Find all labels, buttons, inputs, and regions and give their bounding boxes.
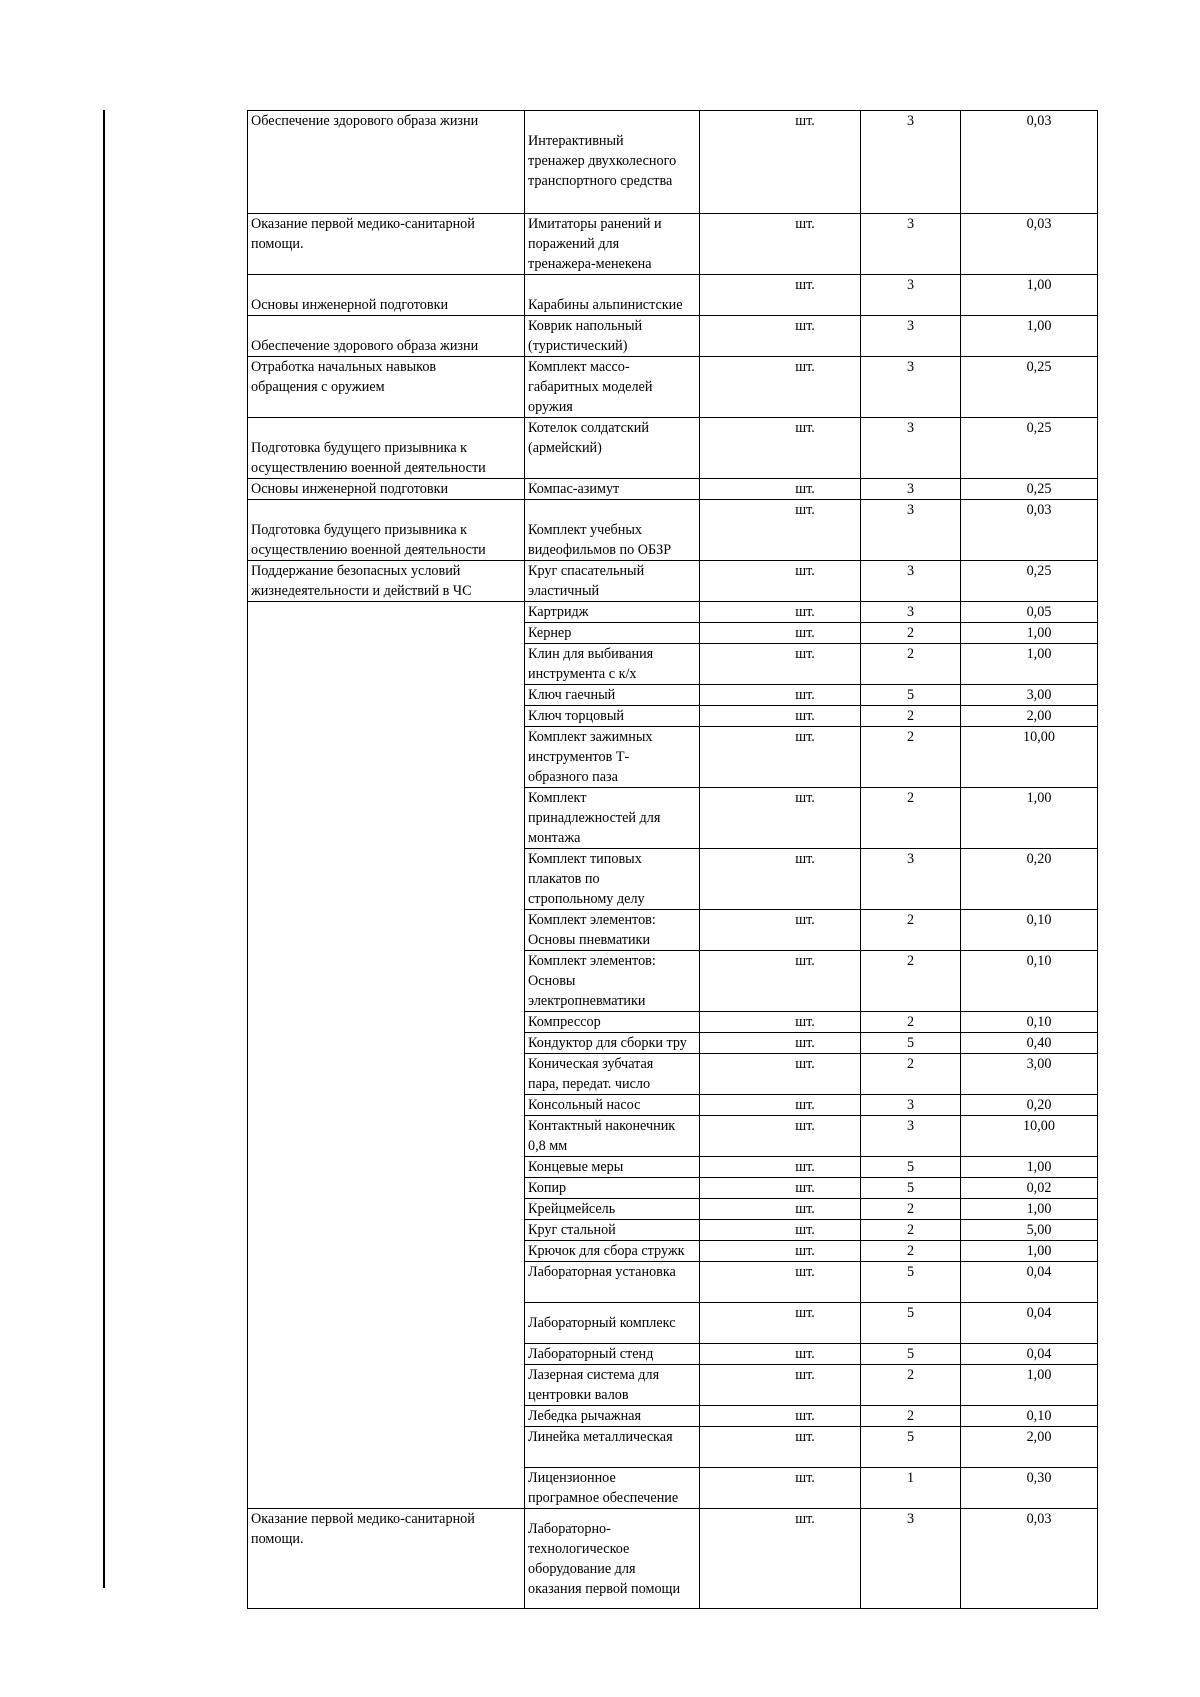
unit-cell: шт. — [700, 561, 861, 602]
qty-cell: 3 — [861, 357, 961, 418]
unit-cell: шт. — [700, 910, 861, 951]
unit-cell: шт. — [700, 623, 861, 644]
unit-cell: шт. — [700, 214, 861, 275]
qty-cell: 3 — [861, 1095, 961, 1116]
coef-cell: 0,03 — [961, 500, 1098, 561]
coef-cell: 0,10 — [961, 910, 1098, 951]
qty-cell: 2 — [861, 910, 961, 951]
coef-cell: 1,00 — [961, 644, 1098, 685]
qty-cell: 5 — [861, 1157, 961, 1178]
qty-cell: 5 — [861, 1427, 961, 1468]
coef-cell: 0,04 — [961, 1303, 1098, 1344]
unit-cell: шт. — [700, 500, 861, 561]
coef-cell: 3,00 — [961, 1054, 1098, 1095]
unit-cell: шт. — [700, 685, 861, 706]
qty-cell: 2 — [861, 1054, 961, 1095]
item-cell: Концевые меры — [525, 1157, 700, 1178]
item-cell: Кернер — [525, 623, 700, 644]
section-cell: Подготовка будущего призывника к осуществлению военной деятельности — [248, 418, 525, 479]
coef-cell: 1,00 — [961, 1199, 1098, 1220]
qty-cell: 2 — [861, 788, 961, 849]
item-cell: Котелок солдатский (армейский) — [525, 418, 700, 479]
unit-cell: шт. — [700, 357, 861, 418]
qty-cell: 2 — [861, 706, 961, 727]
item-cell: Крейцмейсель — [525, 1199, 700, 1220]
item-cell: Лабораторный стенд — [525, 1344, 700, 1365]
item-cell: Имитаторы ранений и поражений для тренажера-менекена — [525, 214, 700, 275]
item-cell: Круг стальной — [525, 1220, 700, 1241]
item-cell: Комплект элементов: Основы пневматики — [525, 910, 700, 951]
unit-cell: шт. — [700, 1468, 861, 1509]
unit-cell: шт. — [700, 849, 861, 910]
coef-cell: 0,03 — [961, 111, 1098, 214]
qty-cell: 3 — [861, 418, 961, 479]
unit-cell: шт. — [700, 111, 861, 214]
section-cell: Оказание первой медико-санитарной помощи. — [248, 214, 525, 275]
qty-cell: 5 — [861, 685, 961, 706]
section-cell: Обеспечение здорового образа жизни — [248, 111, 525, 214]
qty-cell: 2 — [861, 1199, 961, 1220]
coef-cell: 0,40 — [961, 1033, 1098, 1054]
qty-cell: 2 — [861, 1365, 961, 1406]
table-row — [248, 1509, 1098, 1609]
table-row — [248, 214, 1098, 275]
left-margin-line — [103, 110, 105, 1588]
qty-cell: 3 — [861, 479, 961, 500]
qty-cell: 5 — [861, 1033, 961, 1054]
qty-cell: 2 — [861, 644, 961, 685]
unit-cell: шт. — [700, 1199, 861, 1220]
item-cell: Карабины альпинистские — [525, 275, 700, 316]
unit-cell: шт. — [700, 602, 861, 623]
item-cell: Компрессор — [525, 1012, 700, 1033]
qty-cell: 2 — [861, 727, 961, 788]
coef-cell: 1,00 — [961, 1365, 1098, 1406]
item-cell: Компас-азимут — [525, 479, 700, 500]
qty-cell: 3 — [861, 849, 961, 910]
coef-cell: 5,00 — [961, 1220, 1098, 1241]
qty-cell: 3 — [861, 1509, 961, 1609]
item-cell: Ключ торцовый — [525, 706, 700, 727]
qty-cell: 3 — [861, 561, 961, 602]
item-cell: Комплект элементов: Основы электропневматики — [525, 951, 700, 1012]
section-cell: Оказание первой медико-санитарной помощи. — [248, 1509, 525, 1609]
item-cell: Консольный насос — [525, 1095, 700, 1116]
item-cell: Лазерная система для центровки валов — [525, 1365, 700, 1406]
unit-cell: шт. — [700, 727, 861, 788]
qty-cell: 5 — [861, 1178, 961, 1199]
table-row — [248, 479, 1098, 500]
item-cell: Копир — [525, 1178, 700, 1199]
item-cell: Лабораторно- технологическое оборудование для оказания первой помощи — [525, 1509, 700, 1609]
unit-cell: шт. — [700, 1054, 861, 1095]
unit-cell: шт. — [700, 1344, 861, 1365]
qty-cell: 2 — [861, 623, 961, 644]
coef-cell: 0,25 — [961, 561, 1098, 602]
unit-cell: шт. — [700, 1220, 861, 1241]
table-row — [248, 316, 1098, 357]
item-cell: Коврик напольный (туристический) — [525, 316, 700, 357]
item-cell: Клин для выбивания инструмента с к/х — [525, 644, 700, 685]
item-cell: Лицензионное програмное обеспечение — [525, 1468, 700, 1509]
qty-cell: 5 — [861, 1344, 961, 1365]
unit-cell: шт. — [700, 479, 861, 500]
unit-cell: шт. — [700, 1365, 861, 1406]
coef-cell: 1,00 — [961, 316, 1098, 357]
item-cell: Контактный наконечник 0,8 мм — [525, 1116, 700, 1157]
unit-cell: шт. — [700, 1262, 861, 1303]
coef-cell: 2,00 — [961, 1427, 1098, 1468]
coef-cell: 0,02 — [961, 1178, 1098, 1199]
qty-cell: 3 — [861, 111, 961, 214]
unit-cell: шт. — [700, 316, 861, 357]
table-row — [248, 111, 1098, 214]
unit-cell: шт. — [700, 1033, 861, 1054]
coef-cell: 0,10 — [961, 1406, 1098, 1427]
section-cell-empty — [248, 602, 525, 1509]
table-row — [248, 500, 1098, 561]
item-cell: Комплект зажимных инструментов Т- образного паза — [525, 727, 700, 788]
qty-cell: 2 — [861, 1220, 961, 1241]
section-cell: Основы инженерной подготовки — [248, 479, 525, 500]
qty-cell: 2 — [861, 1241, 961, 1262]
item-cell: Круг спасательный эластичный — [525, 561, 700, 602]
coef-cell: 1,00 — [961, 623, 1098, 644]
unit-cell: шт. — [700, 1095, 861, 1116]
section-cell: Отработка начальных навыков обращения с оружием — [248, 357, 525, 418]
unit-cell: шт. — [700, 1178, 861, 1199]
coef-cell: 0,10 — [961, 1012, 1098, 1033]
coef-cell: 0,25 — [961, 357, 1098, 418]
qty-cell: 3 — [861, 1116, 961, 1157]
coef-cell: 3,00 — [961, 685, 1098, 706]
qty-cell: 2 — [861, 1012, 961, 1033]
qty-cell: 2 — [861, 951, 961, 1012]
qty-cell: 3 — [861, 602, 961, 623]
item-cell: Картридж — [525, 602, 700, 623]
item-cell: Линейка металлическая — [525, 1427, 700, 1468]
coef-cell: 0,25 — [961, 418, 1098, 479]
coef-cell: 0,03 — [961, 1509, 1098, 1609]
unit-cell: шт. — [700, 1427, 861, 1468]
qty-cell: 3 — [861, 316, 961, 357]
item-cell: Лебедка рычажная — [525, 1406, 700, 1427]
qty-cell: 1 — [861, 1468, 961, 1509]
coef-cell: 0,20 — [961, 849, 1098, 910]
qty-cell: 2 — [861, 1406, 961, 1427]
item-cell: Комплект учебных видеофильмов по ОБЗР — [525, 500, 700, 561]
unit-cell: шт. — [700, 1406, 861, 1427]
unit-cell: шт. — [700, 1116, 861, 1157]
section-cell: Обеспечение здорового образа жизни — [248, 316, 525, 357]
item-cell: Комплект массо- габаритных моделей оружия — [525, 357, 700, 418]
coef-cell: 0,30 — [961, 1468, 1098, 1509]
coef-cell: 10,00 — [961, 1116, 1098, 1157]
item-cell: Кондуктор для сборки тру — [525, 1033, 700, 1054]
coef-cell: 1,00 — [961, 1157, 1098, 1178]
table-row — [248, 357, 1098, 418]
coef-cell: 1,00 — [961, 788, 1098, 849]
unit-cell: шт. — [700, 1241, 861, 1262]
unit-cell: шт. — [700, 275, 861, 316]
item-cell: Комплект типовых плакатов по стропольному делу — [525, 849, 700, 910]
unit-cell: шт. — [700, 1303, 861, 1344]
coef-cell: 0,25 — [961, 479, 1098, 500]
unit-cell: шт. — [700, 1157, 861, 1178]
item-cell: Лабораторный комплекс — [525, 1303, 700, 1344]
section-cell: Основы инженерной подготовки — [248, 275, 525, 316]
qty-cell: 5 — [861, 1303, 961, 1344]
qty-cell: 3 — [861, 275, 961, 316]
table-row — [248, 561, 1098, 602]
item-cell: Лабораторная установка — [525, 1262, 700, 1303]
qty-cell: 3 — [861, 500, 961, 561]
unit-cell: шт. — [700, 418, 861, 479]
qty-cell: 3 — [861, 214, 961, 275]
item-cell: Ключ гаечный — [525, 685, 700, 706]
qty-cell: 5 — [861, 1262, 961, 1303]
coef-cell: 0,05 — [961, 602, 1098, 623]
coef-cell: 2,00 — [961, 706, 1098, 727]
unit-cell: шт. — [700, 644, 861, 685]
coef-cell: 0,03 — [961, 214, 1098, 275]
section-cell: Поддержание безопасных условий жизнедеятельности и действий в ЧС — [248, 561, 525, 602]
table-row — [248, 602, 1098, 623]
coef-cell: 1,00 — [961, 1241, 1098, 1262]
equipment-table — [247, 110, 1098, 1609]
coef-cell: 0,10 — [961, 951, 1098, 1012]
unit-cell: шт. — [700, 706, 861, 727]
section-cell: Подготовка будущего призывника к осуществлению военной деятельности — [248, 500, 525, 561]
unit-cell: шт. — [700, 1509, 861, 1609]
item-cell: Комплект принадлежностей для монтажа — [525, 788, 700, 849]
table-row — [248, 275, 1098, 316]
table-row — [248, 418, 1098, 479]
item-cell: Коническая зубчатая пара, передат. число — [525, 1054, 700, 1095]
coef-cell: 0,04 — [961, 1262, 1098, 1303]
item-cell: Интерактивный тренажер двухколесного транспортного средства — [525, 111, 700, 214]
item-cell: Крючок для сбора стружк — [525, 1241, 700, 1262]
unit-cell: шт. — [700, 951, 861, 1012]
coef-cell: 0,04 — [961, 1344, 1098, 1365]
unit-cell: шт. — [700, 788, 861, 849]
coef-cell: 0,20 — [961, 1095, 1098, 1116]
coef-cell: 10,00 — [961, 727, 1098, 788]
coef-cell: 1,00 — [961, 275, 1098, 316]
unit-cell: шт. — [700, 1012, 861, 1033]
